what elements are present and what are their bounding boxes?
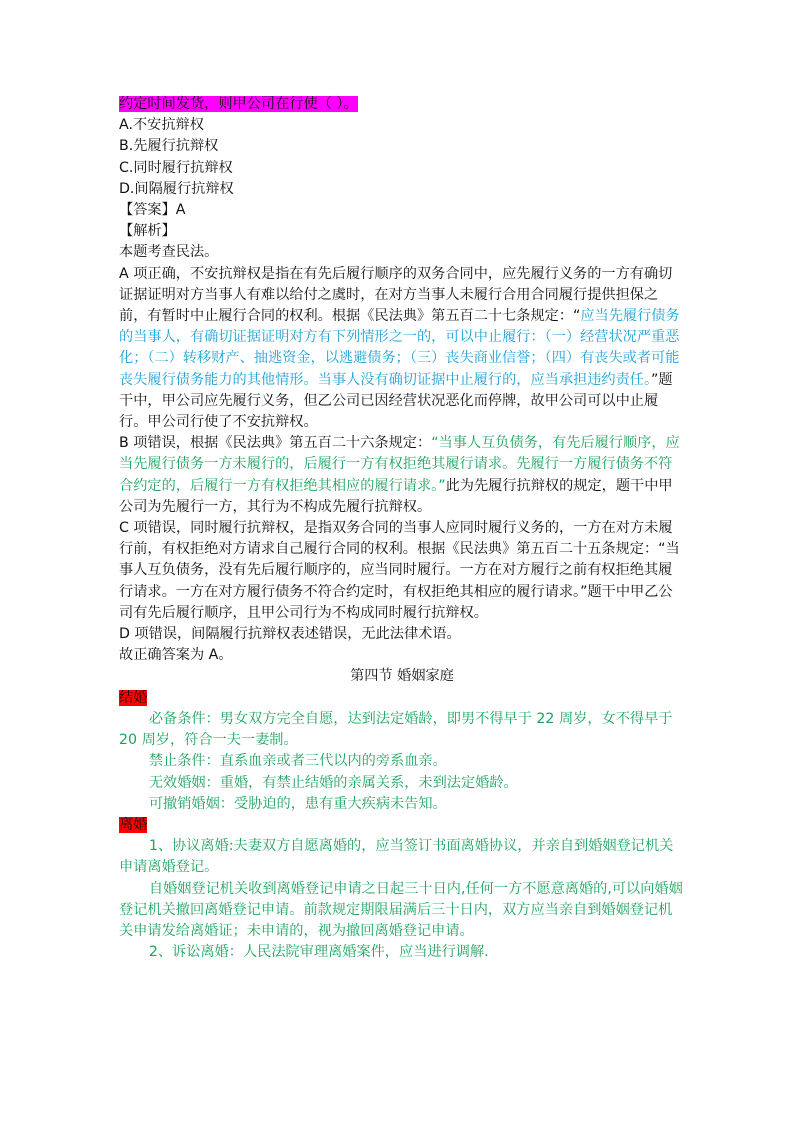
c-item-paragraph-1: C 项错误，同时履行抗辩权，是指双务合同的当事人应同时履行义务的，一方在对方未履行前，有权拒绝对方请求自己履行合同的权利。根据《民法典》第五百二十五条规定：“当 xyxy=(119,520,680,558)
b-item-tail: 此为先履行抗辩权的规定，题干中甲公司为先履行一方，其行为不构成先履行抗辩权。 xyxy=(119,477,673,515)
section-title: 第四节 婚姻家庭 xyxy=(350,668,454,685)
document-content xyxy=(119,94,685,963)
answer-line: 【答案】A xyxy=(119,202,186,219)
c-item-paragraph-2: 事人互负债务，没有先后履行顺序的，应当同时履行。一方在对方履行之前有权拒绝其履行请求。一方在对方履行债务不符合约定时，有权拒绝其相应的履行请求。”题干中甲乙公司有先后履行顺序，且甲公司行为不构成同时履行抗辩权。 xyxy=(119,562,673,621)
divorce-agreement: 1、协议离婚:夫妻双方自愿离婚的，应当签订书面离婚协议，并亲自到婚姻登记机关申请离婚登记。 xyxy=(119,838,674,876)
option-a: A.不安抗辩权 xyxy=(119,117,204,134)
divorce-label-line xyxy=(119,815,685,836)
a-item-lead: 前，有暂时中止履行合同的权利。根据《民法典》第五百二十七条规定：“ xyxy=(119,308,581,325)
option-b: B.先履行抗辩权 xyxy=(119,138,219,155)
divorce-cooling-period: 自婚姻登记机关收到离婚登记申请之日起三十日内,任何一方不愿意离婚的,可以向婚姻登记机关撤回离婚登记申请。前款规定期限届满后三十日内，双方应当亲自到婚姻登记机关申请发给离婚证；未申请的，视为撤回离婚登记申请。 xyxy=(119,880,683,939)
marriage-invalid: 无效婚姻：重婚，有禁止结婚的亲属关系，未到法定婚龄。 xyxy=(148,774,518,791)
b-item-head: B 项错误，根据《民法典》第五百二十六条规定： xyxy=(119,435,432,452)
divorce-label: 离婚 xyxy=(119,816,148,833)
marriage-condition-required: 必备条件：男女双方完全自愿，达到法定婚龄，即男不得早于 22 周岁，女不得早于 20 周岁，符合一夫一妻制。 xyxy=(119,710,673,749)
option-d: D.间隔履行抗辩权 xyxy=(119,180,234,197)
a-item-tail: ”题干中，甲公司应先履行义务，但乙公司已因经营状况恶化而停牌，故甲公司可以中止履行。甲公司行使了不安抗辩权。 xyxy=(119,371,673,431)
a-item-law-quote: 应当先履行债务的当事人，有确切证据证明对方有下列情形之一的，可以中止履行：（一）经营状况严重恶化；（二）转移财产、抽逃资金，以逃避债务；（三）丧失商业信誉；（四）有丧失或者可能丧失履行债务能力的其他情形。当事人没有确切证据中止履行的，应当承担违约责任。 xyxy=(119,308,680,388)
b-item-law-quote: “当事人互负债务，有先后履行顺序，应当先履行债务一方未履行的，后履行一方有权拒绝其履行请求。先履行一方履行债务不符合约定的，后履行一方有权拒绝其相应的履行请求。” xyxy=(119,435,680,494)
conclusion: 故正确答案为 A。 xyxy=(119,647,233,664)
a-item-paragraph-1: A 项正确，不安抗辩权是指在有先后履行顺序的双务合同中，应先履行义务的一方有确切证据证明对方当事人有难以给付之虞时，在对方当事人未履行合用合同履行提供担保之 xyxy=(119,265,673,303)
analysis-label: 【解析】 xyxy=(119,223,176,240)
option-c: C.同时履行抗辩权 xyxy=(119,159,233,176)
b-item-paragraph xyxy=(119,433,685,518)
marriage-label-line xyxy=(119,688,685,709)
question-text xyxy=(119,94,685,115)
marriage-condition-prohibited: 禁止条件：直系血亲或者三代以内的旁系血亲。 xyxy=(148,753,447,770)
divorce-litigation: 2、诉讼离婚：人民法院审理离婚案件，应当进行调解. xyxy=(148,944,489,961)
marriage-label: 结婚 xyxy=(119,689,148,706)
analysis-intro: 本题考查民法。 xyxy=(119,244,219,261)
question-highlight: 约定时间发货，则甲公司在行使（ ）。 xyxy=(119,96,358,112)
a-item-paragraph-2 xyxy=(119,306,685,433)
d-item-paragraph: D 项错误，间隔履行抗辩权表述错误，无此法律术语。 xyxy=(119,626,461,643)
marriage-revocable: 可撤销婚姻：受胁迫的，患有重大疾病未告知。 xyxy=(148,795,447,812)
